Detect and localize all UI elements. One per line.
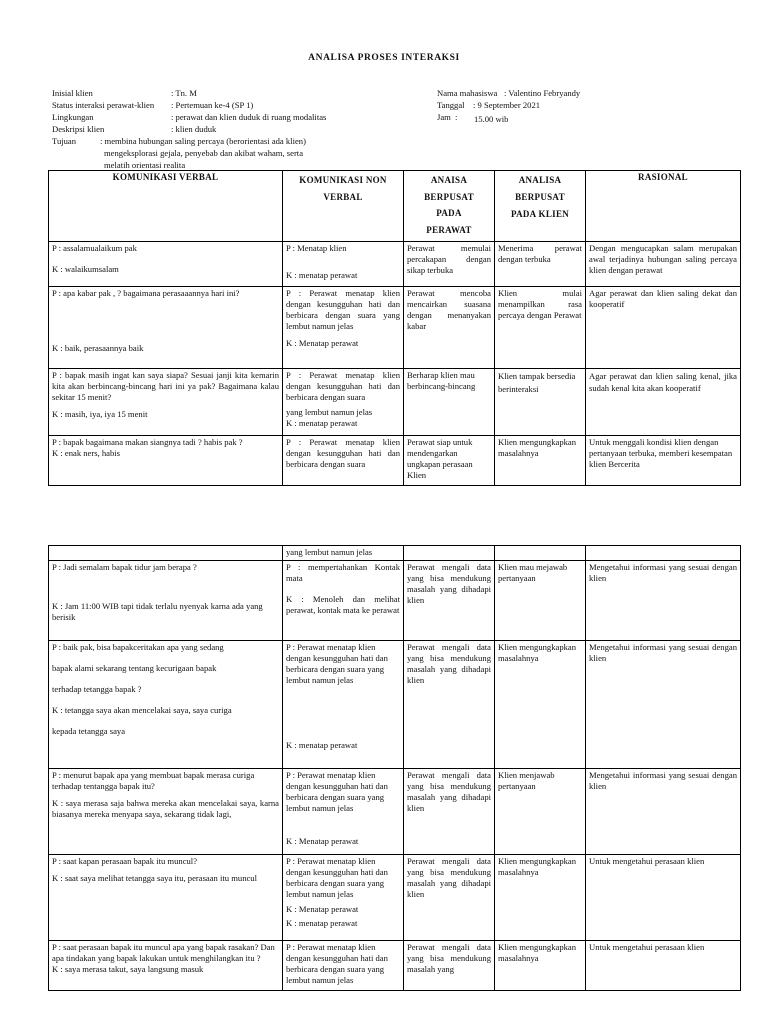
table-row [49, 286, 741, 368]
rasional-cell: Untuk mengetahui perasaan klien [586, 855, 741, 941]
analisa-klien-cell: Menerima perawat dengan terbuka [495, 241, 586, 286]
nonverbal-cell: yang lembut namun jelas [283, 546, 404, 561]
table-row [49, 641, 741, 769]
tujuan-line-2: mengeksplorasi gejala, penyebab dan akibat waham, serta [104, 148, 304, 158]
rasional-cell: Mengetahui informasi yang sesuai dengan klien [586, 769, 741, 855]
tujuan-line-3: melatih orientasi realita [104, 160, 186, 170]
analisa-perawat-cell: Perawat memulai percakapan dengan sikap terbuka [404, 241, 495, 286]
table-row [49, 769, 741, 855]
analisa-klien-cell: Klien mengungkapkan masalahnya [495, 855, 586, 941]
table-row [49, 561, 741, 641]
tujuan-label: Tujuan [52, 136, 77, 146]
analisa-klien-cell: Klien mulai menampilkan rasa percaya dengan Perawat [495, 286, 586, 368]
rasional-cell: Mengetahui informasi yang sesuai dengan klien [586, 561, 741, 641]
nonverbal-cell: P : Perawat menatap klien dengan kesungguhan hati dan berbicara dengan suara yang lembut namun jelas K : menatap perawat [283, 641, 404, 769]
table-row [49, 546, 741, 561]
nonverbal-cell: P : Perawat menatap klien dengan kesungguhan hati dan berbicara dengan suara yang lembut namun jelas K : Menatap perawat [283, 769, 404, 855]
header-rasional: RASIONAL [586, 171, 741, 242]
table-header-row [49, 171, 741, 242]
lingkungan-value: : perawat dan klien duduk di ruang modalitas [171, 112, 327, 122]
nonverbal-cell: P : Menatap klien K : menatap perawat [283, 241, 404, 286]
analisa-klien-cell: Klien mengungkapkan masalahnya [495, 435, 586, 485]
analisa-klien-cell: Klien mengungkapkan masalahnya [495, 641, 586, 769]
tanggal-value: : 9 September 2021 [473, 100, 541, 110]
rasional-cell: Untuk mengetahui perasaan klien [586, 941, 741, 991]
analisa-perawat-cell: Perawat mengali data yang bisa mendukung masalah yang dihadapi klien [404, 769, 495, 855]
analisa-perawat-cell: Perawat mengali data yang bisa mendukung masalah yang dihadapi klien [404, 855, 495, 941]
table-row [49, 855, 741, 941]
verbal-cell: P : Jadi semalam bapak tidur jam berapa ? K : Jam 11:00 WIB tapi tidak terlalu nyenyak karna ada yang berisik [49, 561, 283, 641]
verbal-cell: P : saat kapan perasaan bapak itu muncul? K : saat saya melihat tetangga saya itu, perasaan itu muncul [49, 855, 283, 941]
inisial-value: : Tn. M [171, 88, 197, 98]
verbal-cell: P : bapak masih ingat kan saya siapa? Sesuai janji kita kemarin kita akan berbincang-bincang hari ini ya pak? Bagaimana kalau sekitar 15 menit? K : masih, iya, iya 15 menit [49, 368, 283, 435]
interaction-table-part-2 [48, 545, 741, 991]
jam-value: 15.00 wib [474, 114, 509, 124]
analisa-klien-cell: Klien mau mejawab pertanyaan [495, 561, 586, 641]
analisa-perawat-cell: Perawat mengali data yang bisa mendukung masalah yang dihadapi klien [404, 561, 495, 641]
rasional-cell: Mengetahui informasi yang sesuai dengan klien [586, 641, 741, 769]
rasional-cell: Agar perawat dan klien saling kenal, jika sudah kenal kita akan kooperatif [586, 368, 741, 435]
header-verbal: KOMUNIKASI VERBAL [49, 171, 283, 242]
table-row [49, 941, 741, 991]
analisa-perawat-cell: Perawat mengali data yang bisa mendukung masalah yang [404, 941, 495, 991]
nonverbal-cell: P : Perawat menatap klien dengan kesungguhan hati dan berbicara dengan suara [283, 435, 404, 485]
analisa-klien-cell: Klien tampak bersedia berinteraksi [495, 368, 586, 435]
nonverbal-cell: P : Perawat menatap klien dengan kesungguhan hati dan berbicara dengan suara yang lembut namun jelas K : Menatap perawat K : menatap perawat [283, 855, 404, 941]
rasional-cell: Untuk menggali kondisi klien dengan pertanyaan terbuka, memberi kesempatan klien Bercerita [586, 435, 741, 485]
analisa-perawat-cell: Perawat siap untuk mendengarkan ungkapan perasaan Klien [404, 435, 495, 485]
status-label: Status interaksi perawat-klien [52, 100, 155, 110]
verbal-cell: P : menurut bapak apa yang membuat bapak merasa curiga terhadap tentangga bapak itu? K : saya merasa saja bahwa mereka akan mencelakai saya, karna biasanya mereka menyapa saya, sekarang tidak lagi, [49, 769, 283, 855]
verbal-cell: P : baik pak, bisa bapakceritakan apa yang sedang bapak alami sekarang tentang kecurigaan bapak terhadap tetangga bapak ? K : tetangga saya akan mencelakai saya, saya curiga kepada tetangga saya [49, 641, 283, 769]
analisa-perawat-cell: Perawat mengali data yang bisa mendukung masalah yang dihadapi klien [404, 641, 495, 769]
nonverbal-cell: P : Perawat menatap klien dengan kesungguhan hati dan berbicara dengan suara yang lembut namun jelas K : Menatap perawat [283, 286, 404, 368]
status-value: : Pertemuan ke-4 (SP 1) [171, 100, 254, 110]
header-analisa-perawat: ANAISA BERPUSAT PADA PERAWAT [404, 171, 495, 242]
table-row [49, 435, 741, 485]
interaction-table-part-1 [48, 170, 741, 486]
tanggal-label: Tanggal [437, 100, 465, 110]
analisa-perawat-cell [404, 546, 495, 561]
nonverbal-cell: P : Perawat menatap klien dengan kesungguhan hati dan berbicara dengan suara yang lembut namun jelas K : menatap perawat [283, 368, 404, 435]
header-nonverbal: KOMUNIKASI NON VERBAL [283, 171, 404, 242]
table-row [49, 368, 741, 435]
rasional-cell: Agar perawat dan klien saling dekat dan kooperatif [586, 286, 741, 368]
lingkungan-label: Lingkungan [52, 112, 94, 122]
analisa-klien-cell: Klien mengungkapkan masalahnya [495, 941, 586, 991]
analisa-perawat-cell: Berharap klien mau berbincang-bincang [404, 368, 495, 435]
verbal-cell [49, 546, 283, 561]
table-row [49, 241, 741, 286]
verbal-cell: P : assalamualaikum pak K : walaikumsalam [49, 241, 283, 286]
deskripsi-label: Deskripsi klien [52, 124, 105, 134]
verbal-cell: P : apa kabar pak , ? bagaimana perasaaannya hari ini? K : baik, perasaannya baik [49, 286, 283, 368]
analisa-klien-cell: Klien menjawab pertanyaan [495, 769, 586, 855]
verbal-cell: P : bapak bagaimana makan siangnya tadi ? habis pak ? K : enak ners, habis [49, 435, 283, 485]
rasional-cell: Dengan mengucapkan salam merupakan awal terjadinya hubungan saling percaya klien dengan perawat [586, 241, 741, 286]
verbal-cell: P : saat perasaan bapak itu muncul apa yang bapak rasakan? Dan apa tindakan yang bapak lakukan untuk menghilangkan itu ? K : saya merasa takut, saya langsung masuk [49, 941, 283, 991]
document-title: ANALISA PROSES INTERAKSI [308, 53, 460, 63]
tujuan-line-1: : membina hubungan saling percaya (berorientasi ada klien) [100, 136, 306, 146]
nonverbal-cell: P : Perawat menatap klien dengan kesungguhan hati dan berbicara dengan suara yang lembut namun jelas [283, 941, 404, 991]
mahasiswa-value: : Valentino Febryandy [504, 88, 581, 98]
deskripsi-value: : klien duduk [171, 124, 217, 134]
analisa-klien-cell [495, 546, 586, 561]
analisa-perawat-cell: Perawat mencoba mencairkan suasana dengan menanyakan kabar [404, 286, 495, 368]
mahasiswa-label: Nama mahasiswa [437, 88, 498, 98]
inisial-label: Inisial klien [52, 88, 93, 98]
nonverbal-cell: P : mempertahankan Kontak mata K : Menoleh dan melihat perawat, kontak mata ke perawat [283, 561, 404, 641]
header-analisa-klien: ANALISA BERPUSAT PADA KLIEN [495, 171, 586, 242]
jam-colon: : [455, 112, 458, 122]
rasional-cell [586, 546, 741, 561]
jam-label: Jam [437, 112, 451, 122]
